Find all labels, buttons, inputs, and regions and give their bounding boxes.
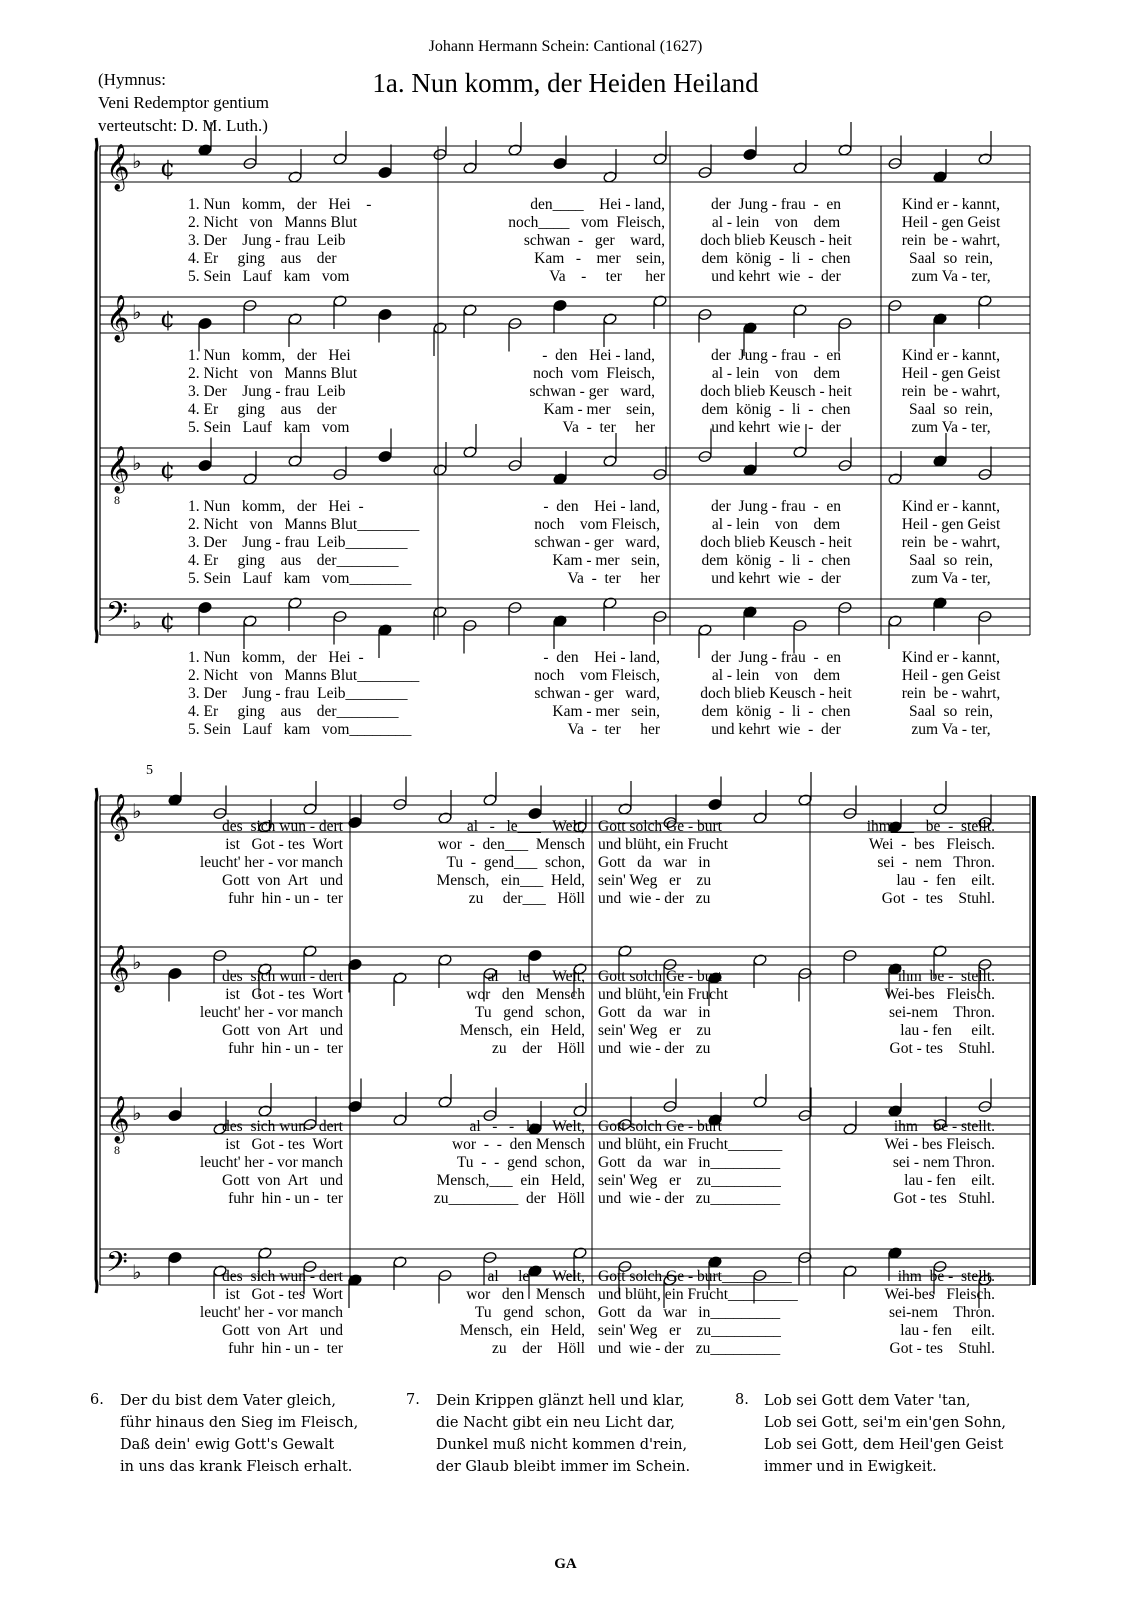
lyric-line: ist Got - tes Wort [225,1136,343,1153]
lyrics-t2-m3 [598,1118,838,1208]
lyric-line: leucht' her - vor manch [199,1304,343,1321]
note-head [198,601,212,614]
lyric-line: Va - ter her [549,268,665,285]
lyric-line: Gott von Art und [222,1022,343,1039]
lyric-line: noch____ vom Fleisch, [508,214,665,231]
lyric-line: Kam - mer sein, [552,703,660,720]
verse-6 [120,1390,358,1478]
lyrics-s1-m2 [445,196,665,286]
lyric-line: dem könig - li - chen [701,703,851,720]
lyrics-s2-m3 [598,818,808,908]
lyric-line: 1. Nun komm, der Hei - [188,649,364,666]
time-signature-icon: ¢ [160,154,176,182]
page-title: 1a. Nun komm, der Heiden Heiland [372,68,759,98]
key-flat-icon: ♭ [132,451,142,475]
lyric-line: Got - tes Stuhl. [881,890,995,907]
lyric-line: Tu gend schon, [474,1304,585,1321]
lyric-line: al le Welt, [487,968,585,985]
lyric-line: Got - tes Stuhl. [889,1340,995,1357]
verse-7 [436,1390,690,1478]
note-head [553,157,567,170]
lyric-line: leucht' her - vor manch [199,1154,343,1171]
lyrics-a2-m2 [355,968,585,1058]
lyric-line: 2. Nicht von Manns Blut________ [188,667,420,684]
time-signature-icon: ¢ [160,607,176,635]
lyric-line: Kind er - kannt, [901,196,1001,213]
lyric-line: Saal so rein, [909,401,993,418]
verse-8 [764,1390,1006,1478]
clef-icon: 𝄞 [106,295,130,341]
lyric-line: sei - nem Thron. [892,1154,995,1171]
note-head [553,299,567,312]
lyric-line: rein be - wahrt, [901,383,1001,400]
lyric-line: Gott da war in [598,1004,711,1021]
clef-icon: 𝄢 [106,596,128,636]
lyrics-a2-m1 [158,968,343,1058]
lyrics-s2-m2 [355,818,585,908]
lyric-line: zu der Höll [492,1340,585,1357]
lyric-line: und kehrt wie - der [711,721,841,738]
lyrics-a1-m4 [886,347,1016,437]
lyrics-a1-m3 [676,347,876,437]
system-brace [96,788,97,1293]
lyric-line: Kind er - kannt, [901,347,1001,364]
lyric-line: 2. Nicht von Manns Blut________ [188,516,420,533]
lyric-line: Gott von Art und [222,1172,343,1189]
lyric-line: sein' Weg er zu [598,1022,712,1039]
note-head [378,450,392,463]
clef-icon: 𝄞 [106,144,130,190]
lyric-line: schwan - ger ward, [534,534,660,551]
lyric-line: zum Va - ter, [911,570,991,587]
key-flat-icon: ♭ [132,799,142,823]
lyric-line: al - lein von dem [711,365,841,382]
lyrics-t1-m3 [676,498,876,588]
lyric-line: Tu - - gend schon, [456,1154,585,1171]
lyric-line: Heil - gen Geist [901,667,1001,684]
lyric-line: den____ Hei - land, [530,196,665,213]
note-head [168,1251,182,1264]
lyric-line: doch blieb Keusch - heit [700,685,852,702]
lyric-line: zu_________ der Höll [433,1190,585,1207]
lyrics-a1-m1 [188,347,428,437]
lyric-line: doch blieb Keusch - heit [700,534,852,551]
lyric-line: zu der___ Höll [468,890,585,907]
lyric-line: 4. Er ging aus der________ [188,552,399,569]
lyric-line: Gott da war in [598,854,711,871]
lyrics-s2-m4 [815,818,995,908]
verse-line: Lob sei Gott, dem Heil'gen Geist [764,1437,1004,1453]
lyric-line: und blüht, ein Frucht_______ [598,1136,783,1153]
lyric-line: al le Welt, [487,1268,585,1285]
lyric-line: ist Got - tes Wort [225,1286,343,1303]
lyrics-t2-m1 [158,1118,343,1208]
time-signature-icon: ¢ [160,456,176,484]
lyrics-t2-m4 [845,1118,995,1208]
lyric-line: und kehrt wie - der [711,268,841,285]
lyric-line: sei - nem Thron. [877,854,995,871]
lyric-line: al - - le Welt, [469,1118,585,1135]
note-line: verteutscht: D. M. Luth.) [98,116,268,135]
lyrics-t1-m2 [470,498,660,588]
lyric-line: lau - fen eilt. [900,1322,995,1339]
lyric-line: Kam - mer sein, [543,401,655,418]
lyrics-b1-m3 [676,649,876,739]
verse-line: Lob sei Gott dem Vater 'tan, [764,1393,971,1409]
verse-line: in uns das krank Fleisch erhalt. [120,1459,353,1475]
lyrics-s1-m4 [886,196,1016,286]
lyric-line: dem könig - li - chen [701,401,851,418]
key-flat-icon: ♭ [132,950,142,974]
lyrics-a2-m4 [840,968,995,1058]
lyric-line: fuhr hin - un - ter [228,890,343,907]
note-line: Veni Redemptor gentium [98,93,269,112]
lyric-line: Gott solch Ge - burt [598,1118,722,1135]
note-head [198,459,212,472]
lyric-line: 5. Sein Lauf kam vom________ [188,721,412,738]
lyric-line: und wie - der zu_________ [598,1340,781,1357]
lyric-line: 3. Der Jung - frau Leib________ [188,534,408,551]
lyric-line: Wei-bes Fleisch. [884,986,995,1003]
lyric-line: 4. Er ging aus der [188,250,337,267]
lyrics-a1-m2 [445,347,655,437]
tenor-octave-mark: 8 [114,493,120,507]
lyric-line: 2. Nicht von Manns Blut [188,365,358,382]
lyric-line: rein be - wahrt, [901,232,1001,249]
lyric-line: Heil - gen Geist [901,365,1001,382]
lyric-line: sei-nem Thron. [888,1004,995,1021]
measure-number: 5 [146,763,153,778]
lyric-line: 2. Nicht von Manns Blut [188,214,358,231]
lyric-line: - den Hei - land, [543,649,660,666]
lyric-line: - den Hei - land, [543,498,660,515]
verse-number: 6. [90,1392,104,1408]
lyrics-b2-m1 [158,1268,343,1358]
lyrics-b2-m2 [355,1268,585,1358]
lyric-line: 5. Sein Lauf kam vom [188,419,350,436]
lyric-line: Wei - bes Fleisch. [884,1136,995,1153]
lyric-line: 3. Der Jung - frau Leib________ [188,685,408,702]
lyric-line: Kam - mer sein, [534,250,665,267]
system-brace [96,138,97,643]
lyric-line: 1. Nun komm, der Hei [188,347,351,364]
lyric-line: der Jung - frau - en [711,498,841,515]
lyrics-t1-m4 [886,498,1016,588]
verse-line: Dein Krippen glänzt hell und klar, [436,1393,685,1409]
lyric-line: 4. Er ging aus der________ [188,703,399,720]
lyric-line: schwan - ger ward, [534,685,660,702]
lyric-line: Gott solch Ge - burt_________ [598,1268,792,1285]
clef-icon: 𝄞 [106,1096,130,1142]
lyric-line: doch blieb Keusch - heit [700,383,852,400]
lyric-line: Wei - bes Fleisch. [868,836,995,853]
key-flat-icon: ♭ [132,610,142,634]
lyric-line: Got - tes Stuhl. [889,1040,995,1057]
note-head [378,308,392,321]
lyric-line: und wie - der zu_________ [598,1190,781,1207]
lyrics-b2-m4 [845,1268,995,1358]
lyric-line: 3. Der Jung - frau Leib [188,232,346,249]
lyric-line: der Jung - frau - en [711,347,841,364]
lyric-line: dem könig - li - chen [701,552,851,569]
lyric-line: 1. Nun komm, der Hei - [188,196,372,213]
lyric-line: Va - ter her [567,721,660,738]
lyric-line: des sich wun - dert [222,1268,343,1285]
lyric-line: Heil - gen Geist [901,516,1001,533]
lyric-line: und wie - der zu [598,1040,711,1057]
lyric-line: ist Got - tes Wort [225,836,343,853]
lyric-line: 1. Nun komm, der Hei - [188,498,364,515]
note-head [528,949,542,962]
lyric-line: Tu - gend___ schon, [446,854,585,871]
verse-line: Lob sei Gott, sei'm ein'gen Sohn, [764,1415,1007,1431]
lyric-line: al - lein von dem [711,667,841,684]
lyric-line: wor den Mensch [466,1286,585,1303]
lyric-line: sei-nem Thron. [888,1304,995,1321]
lyric-line: Saal so rein, [909,552,993,569]
lyrics-s1-m3 [676,196,876,286]
clef-icon: 𝄞 [106,794,130,840]
lyric-line: Kind er - kannt, [901,498,1001,515]
lyric-line: wor - den___ Mensch [437,836,585,853]
lyric-line: rein be - wahrt, [901,534,1001,551]
lyric-line: al - lein von dem [711,516,841,533]
lyric-line: Heil - gen Geist [901,214,1001,231]
lyric-line: Gott solch Ge - burt [598,818,722,835]
lyric-line: Kind er - kannt, [901,649,1001,666]
lyric-line: doch blieb Keusch - heit [700,232,852,249]
lyric-line: ihm be - stellt. [893,1118,995,1135]
lyric-line: und kehrt wie - der [711,570,841,587]
lyric-line: zum Va - ter, [911,419,991,436]
lyric-line: zum Va - ter, [911,268,991,285]
lyric-line: schwan - ger ward, [529,383,655,400]
tenor-octave-mark: 8 [114,1143,120,1157]
key-flat-icon: ♭ [132,149,142,173]
lyric-line: sein' Weg er zu_________ [598,1172,781,1189]
lyric-line: Gott von Art und [222,872,343,889]
lyric-line: noch vom Fleisch, [534,667,660,684]
verse-line: Dunkel muß nicht kommen d'rein, [436,1437,688,1453]
lyric-line: 5. Sein Lauf kam vom [188,268,350,285]
lyric-line: und blüht, ein Frucht [598,986,729,1003]
verse-line: führ hinaus den Sieg im Fleisch, [120,1415,359,1431]
lyric-line: leucht' her - vor manch [199,1004,343,1021]
lyric-line: Gott da war in_________ [598,1304,781,1321]
lyric-line: - den Hei - land, [542,347,655,364]
lyric-line: Gott solch Ge - burt [598,968,722,985]
note-head [378,166,392,179]
lyric-line: lau - fen eilt. [896,872,995,889]
lyrics-b1-m4 [886,649,1016,739]
lyric-line: schwan - ger ward, [523,232,665,249]
clef-icon: 𝄞 [106,945,130,991]
verse-number: 8. [735,1392,749,1408]
key-flat-icon: ♭ [132,1101,142,1125]
lyric-line: Mensch, ein Held, [459,1022,585,1039]
lyric-line: ihm___ be - stellt. [866,818,995,835]
lyric-line: fuhr hin - un - ter [228,1040,343,1057]
lyrics-b1-m1 [188,649,488,739]
clef-icon: 𝄢 [106,1246,128,1286]
publisher-logo: GA [554,1556,577,1572]
lyrics-t2-m2 [355,1118,585,1208]
lyric-line: Tu gend schon, [474,1004,585,1021]
lyrics-s1-m1 [188,196,428,286]
lyric-line: rein be - wahrt, [901,685,1001,702]
lyric-line: Mensch,___ ein Held, [436,1172,585,1189]
verse-number: 7. [406,1392,420,1408]
lyric-line: lau - fen eilt. [904,1172,995,1189]
lyrics-b2-m3 [598,1268,843,1358]
lyric-line: noch vom Fleisch, [534,516,660,533]
lyrics-t1-m1 [188,498,488,588]
lyric-line: noch vom Fleisch, [533,365,655,382]
lyric-line: Saal so rein, [909,250,993,267]
lyric-line: Got - tes Stuhl. [893,1190,995,1207]
lyric-line: leucht' her - vor manch [199,854,343,871]
lyric-line: zum Va - ter, [911,721,991,738]
lyric-line: Mensch, ein___ Held, [436,872,585,889]
lyric-line: Gott von Art und [222,1322,343,1339]
lyric-line: Wei-bes Fleisch. [884,1286,995,1303]
lyric-line: Kam - mer sein, [552,552,660,569]
note-head [708,798,722,811]
lyrics-a2-m3 [598,968,808,1058]
lyric-line: al - lein von dem [711,214,841,231]
lyric-line: ist Got - tes Wort [225,986,343,1003]
lyric-line: des sich wun - dert [222,818,343,835]
lyric-line: ihm be - stellt. [897,1268,995,1285]
lyric-line: 5. Sein Lauf kam vom________ [188,570,412,587]
lyric-line: und wie - der zu [598,890,711,907]
lyric-line: ihm be - stellt. [897,968,995,985]
lyrics-b1-m2 [470,649,660,739]
lyric-line: lau - fen eilt. [900,1022,995,1039]
composer-line: Johann Hermann Schein: Cantional (1627) [428,38,703,55]
lyric-line: Va - ter her [562,419,655,436]
note-head [198,317,212,330]
lyric-line: sein' Weg er zu [598,872,712,889]
lyric-line: 4. Er ging aus der [188,401,337,418]
lyric-line: der Jung - frau - en [711,649,841,666]
lyric-line: Gott da war in_________ [598,1154,781,1171]
lyric-line: Mensch, ein Held, [459,1322,585,1339]
lyric-line: sein' Weg er zu_________ [598,1322,781,1339]
lyrics-s2-m1 [158,818,343,908]
verse-line: immer und in Ewigkeit. [764,1459,937,1475]
lyric-line: fuhr hin - un - ter [228,1190,343,1207]
verse-line: der Glaub bleibt immer im Schein. [436,1459,691,1475]
clef-icon: 𝄞 [106,446,130,492]
note-head [743,148,757,161]
lyric-line: wor den Mensch [466,986,585,1003]
lyric-line: Va - ter her [567,570,660,587]
lyric-line: 3. Der Jung - frau Leib [188,383,346,400]
lyric-line: der Jung - frau - en [711,196,841,213]
lyric-line: des sich wun - dert [222,968,343,985]
lyric-line: wor - - den Mensch [451,1136,585,1153]
lyric-line: dem könig - li - chen [701,250,851,267]
verse-line: Daß dein' ewig Gott's Gewalt [120,1437,335,1453]
verse-line: die Nacht gibt ein neu Licht dar, [436,1415,676,1431]
lyric-line: fuhr hin - un - ter [228,1340,343,1357]
lyric-line: al - le___ Welt, [466,818,585,835]
lyric-line: und blüht, ein Frucht_________ [598,1286,798,1303]
lyric-line: zu der Höll [492,1040,585,1057]
lyric-line: und blüht, ein Frucht [598,836,729,853]
key-flat-icon: ♭ [132,1260,142,1284]
key-flat-icon: ♭ [132,300,142,324]
verse-line: Der du bist dem Vater gleich, [120,1393,336,1409]
lyric-line: des sich wun - dert [222,1118,343,1135]
time-signature-icon: ¢ [160,305,176,333]
note-line: (Hymnus: [98,70,166,89]
lyric-line: und kehrt wie - der [711,419,841,436]
lyric-line: Saal so rein, [909,703,993,720]
